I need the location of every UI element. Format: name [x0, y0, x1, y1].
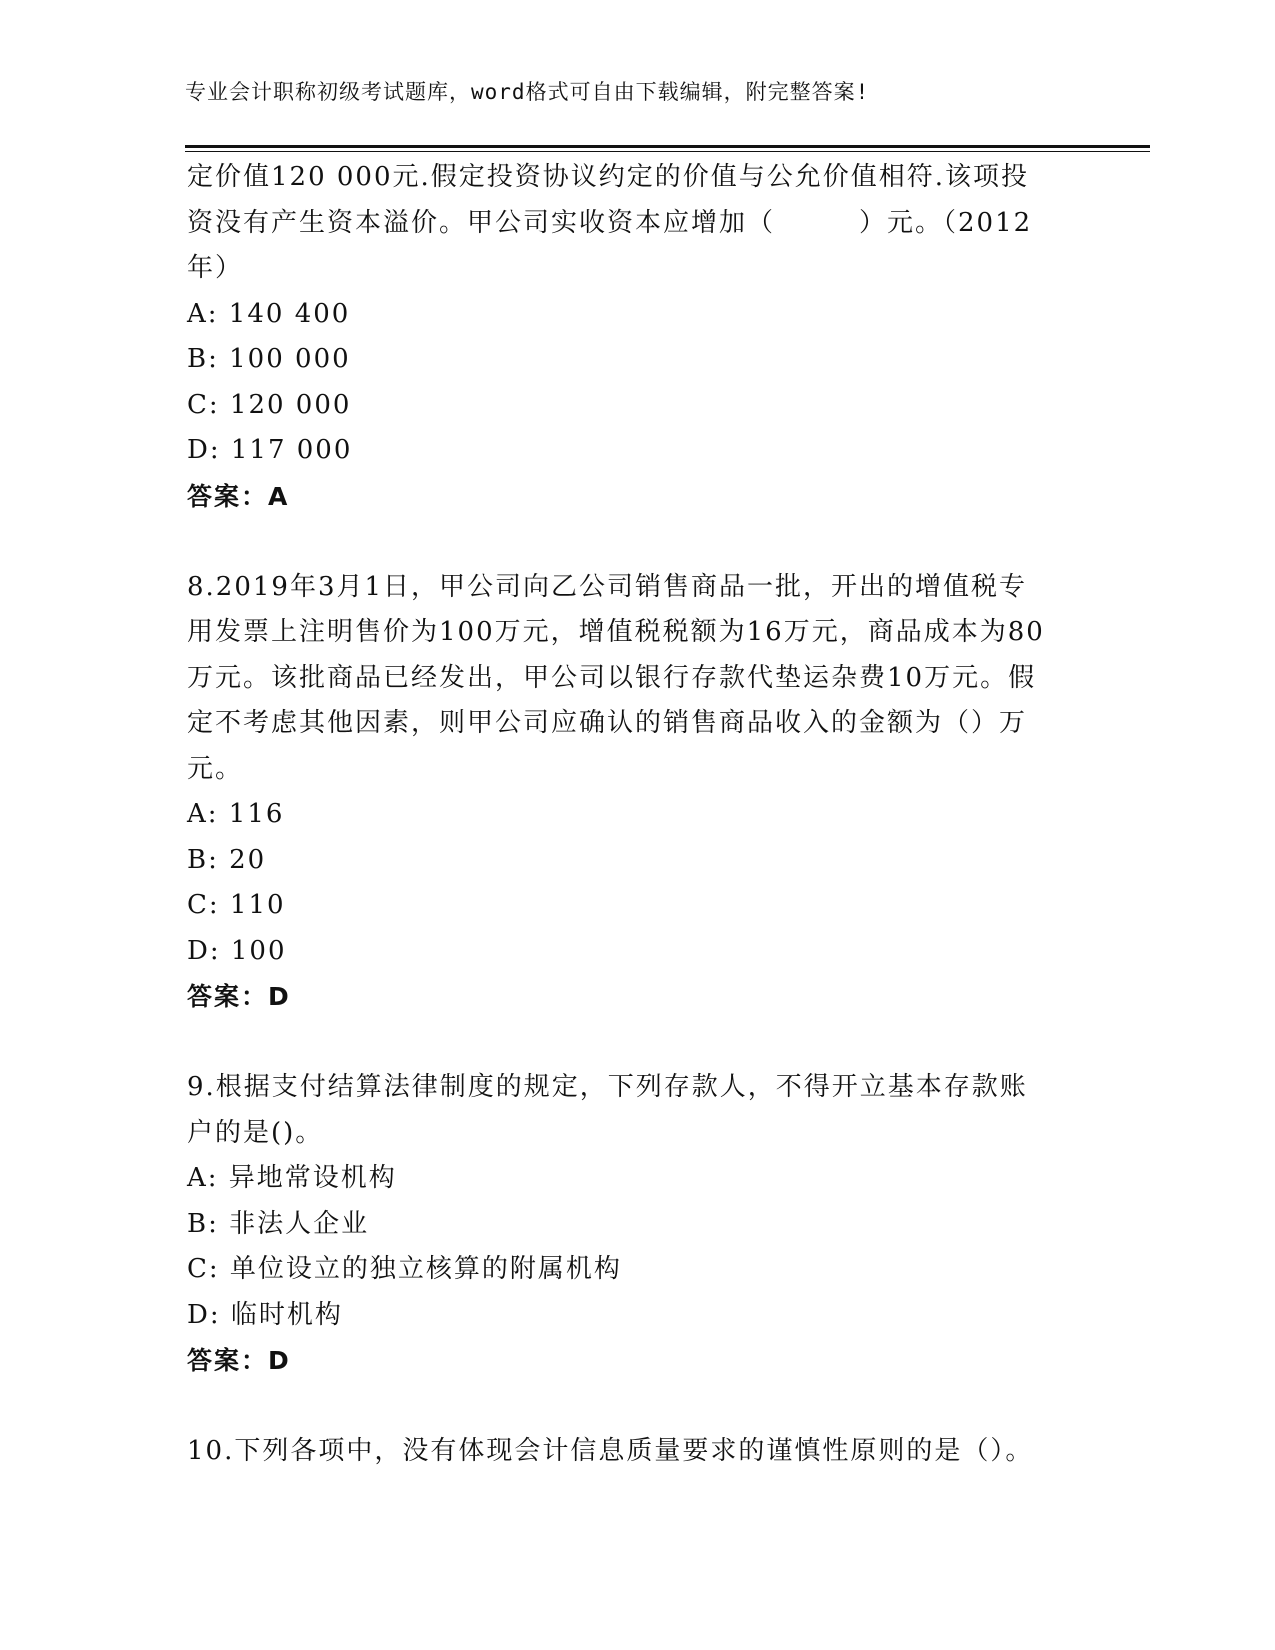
- question-text-line: 户的是()。: [187, 1117, 324, 1148]
- document-body: [187, 155, 1087, 1475]
- question-text-line: 10.下列各项中，没有体现会计信息质量要求的谨慎性原则的是（）。: [187, 1436, 1034, 1466]
- question-text-line: 定价值120 000元.假定投资协议约定的价值与公允价值相符.该项投: [187, 162, 1030, 192]
- option-b: B: 100 000: [187, 344, 351, 374]
- question-text-line: 用发票上注明售价为100万元，增值税税额为16万元，商品成本为80: [187, 617, 1045, 647]
- question-text-line: 9.根据支付结算法律制度的规定，下列存款人，不得开立基本存款账: [187, 1072, 1028, 1102]
- question-text-line: 定不考虑其他因素，则甲公司应确认的销售商品收入的金额为（）万: [187, 708, 1028, 738]
- question-text-line: 资没有产生资本溢价。甲公司实收资本应增加（ ）元。（2012: [187, 207, 1033, 238]
- answer-label: 答案：A: [187, 481, 290, 511]
- option-a: A: 140 400: [187, 298, 351, 329]
- option-a: A: 116: [187, 799, 285, 829]
- question-9: [187, 1065, 1087, 1384]
- answer-label: 答案：D: [187, 982, 291, 1011]
- option-a: A: 异地常设机构: [187, 1163, 397, 1193]
- option-d: D: 117 000: [187, 435, 353, 465]
- option-d: D: 100: [187, 935, 287, 966]
- question-8: [187, 565, 1087, 1020]
- question-text-line: 万元。该批商品已经发出，甲公司以银行存款代垫运杂费10万元。假: [187, 662, 1037, 693]
- option-d: D: 临时机构: [187, 1299, 343, 1330]
- spacer: [187, 1020, 1087, 1066]
- question-10: [187, 1429, 1087, 1475]
- option-b: B: 非法人企业: [187, 1208, 370, 1239]
- option-c: C: 110: [187, 890, 286, 920]
- option-c: C: 单位设立的独立核算的附属机构: [187, 1254, 622, 1284]
- answer-label: 答案：D: [187, 1346, 291, 1375]
- option-c: C: 120 000: [187, 389, 352, 420]
- spacer: [187, 1384, 1087, 1430]
- option-b: B: 20: [187, 844, 267, 875]
- page-header: 专业会计职称初级考试题库，word格式可自由下载编辑，附完整答案!: [185, 80, 870, 104]
- spacer: [187, 519, 1087, 565]
- question-text-line: 元。: [187, 753, 244, 784]
- header-rule-thick: [185, 145, 1150, 148]
- question-text-line: 年）: [187, 253, 244, 283]
- question-7: [187, 155, 1087, 519]
- header-rule-thin: [185, 151, 1150, 152]
- question-text-line: 8.2019年3月1日，甲公司向乙公司销售商品一批，开出的增值税专: [187, 571, 1028, 602]
